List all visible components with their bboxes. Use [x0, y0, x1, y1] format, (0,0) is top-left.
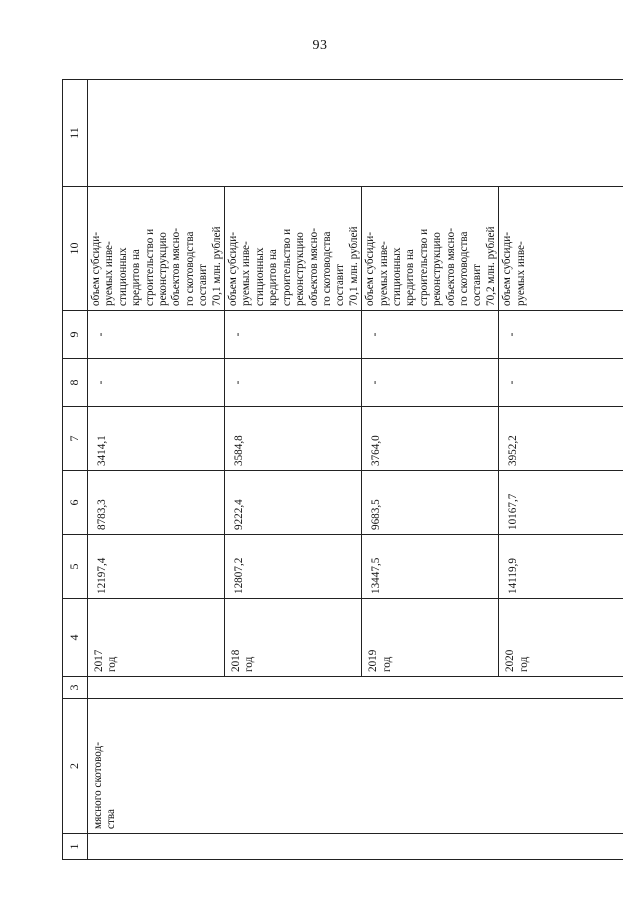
header-cell: 6 — [63, 471, 88, 535]
value-cell: 13447,5 — [362, 535, 499, 599]
value-cell: 3952,2 — [499, 407, 624, 471]
year-label: 2020 год — [504, 649, 530, 672]
description-cell — [362, 187, 499, 311]
category-label: мясного скотовод- ства — [92, 742, 118, 829]
description-text: объем субсиди- руемых инве- стиционных кредитов на строительство и реконструкцию объектов мясно- го скотоводства составит 70,2 млн. рублей — [364, 226, 497, 306]
value-cell: 10167,7 — [499, 471, 624, 535]
dash-cell: - — [88, 311, 225, 359]
col11-cell — [88, 80, 624, 187]
description-cell — [88, 187, 225, 311]
description-cell — [499, 187, 624, 311]
col3-cell — [88, 677, 624, 699]
header-cell: 8 — [63, 359, 88, 407]
description-text: объем субсиди- руемых инве- стиционных кредитов на строительство и реконструкцию объектов мясно- го скотоводства составит 70,1 млн. рублей — [90, 226, 223, 306]
header-cell: 7 — [63, 407, 88, 471]
year-label: 2019 год — [367, 649, 393, 672]
table-row — [88, 80, 225, 860]
header-cell: 4 — [63, 599, 88, 677]
page-number: 93 — [312, 38, 328, 53]
value-cell: 14119,9 — [499, 535, 624, 599]
value-cell: 12807,2 — [225, 535, 362, 599]
dash-cell: - — [225, 311, 362, 359]
value-cell: 8783,3 — [88, 471, 225, 535]
description-cell — [225, 187, 362, 311]
dash-cell: - — [499, 359, 624, 407]
value-cell: 3414,1 — [88, 407, 225, 471]
year-cell — [362, 599, 499, 677]
dash-cell: - — [499, 311, 624, 359]
dash-cell: - — [362, 311, 499, 359]
value-cell: 12197,4 — [88, 535, 225, 599]
header-cell: 3 — [63, 677, 88, 699]
description-text: объем субсиди- руемых инве- — [501, 232, 527, 306]
year-cell — [225, 599, 362, 677]
value-cell: 9683,5 — [362, 471, 499, 535]
budget-table — [62, 79, 623, 860]
dash-cell: - — [225, 359, 362, 407]
header-cell: 2 — [63, 699, 88, 834]
value-cell: 3764,0 — [362, 407, 499, 471]
year-label: 2018 год — [230, 649, 256, 672]
year-label: 2017 год — [93, 649, 119, 672]
category-cell — [88, 699, 624, 834]
rotated-table-container — [62, 80, 556, 860]
value-cell: 9222,4 — [225, 471, 362, 535]
col1-cell — [88, 834, 624, 860]
value-cell: 3584,8 — [225, 407, 362, 471]
description-text: объем субсиди- руемых инве- стиционных кредитов на строительство и реконструкцию объектов мясно- го скотоводства составит 70,1 млн. рублей — [227, 226, 360, 306]
rotated-table — [62, 80, 556, 860]
dash-cell: - — [362, 359, 499, 407]
header-cell: 10 — [63, 187, 88, 311]
header-cell: 9 — [63, 311, 88, 359]
header-cell: 5 — [63, 535, 88, 599]
header-cell: 11 — [63, 80, 88, 187]
year-cell — [499, 599, 624, 677]
year-cell — [88, 599, 225, 677]
header-row — [63, 80, 88, 860]
header-cell: 1 — [63, 834, 88, 860]
dash-cell: - — [88, 359, 225, 407]
